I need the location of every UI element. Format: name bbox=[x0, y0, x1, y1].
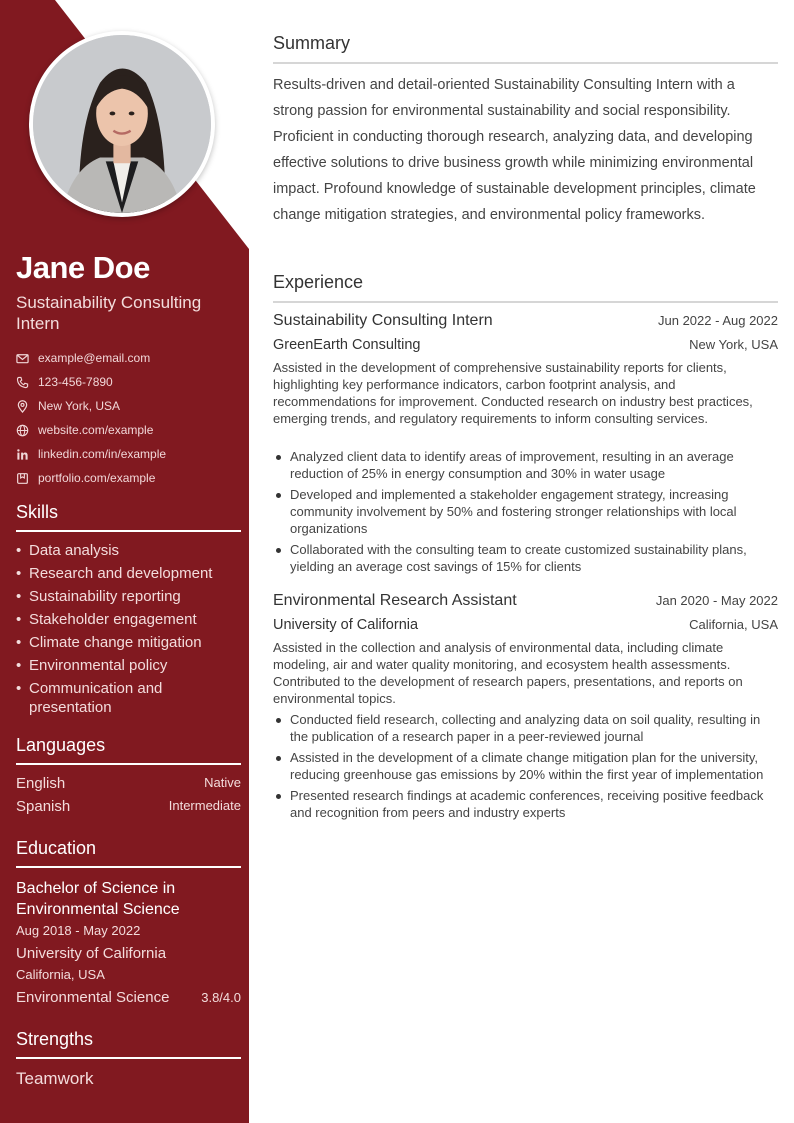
education-title: Education bbox=[16, 838, 241, 868]
profile-photo bbox=[29, 31, 215, 217]
linkedin-icon bbox=[16, 448, 29, 461]
contact-list bbox=[16, 346, 241, 490]
job-title: Sustainability Consulting Intern bbox=[273, 312, 493, 329]
job-dates: Jun 2022 - Aug 2022 bbox=[658, 313, 778, 328]
contact-location-text: New York, USA bbox=[38, 399, 121, 413]
profile-role: Sustainability Consulting Intern bbox=[16, 293, 202, 333]
job-description: Assisted in the development of comprehensive sustainability reports for clients, highlighting key performance indicators, carbon footprint analysis, and recommendations for improvement. Conducted research on industry best practices, emerging trends, and regulatory requirements to inform consulting services. bbox=[273, 360, 753, 426]
location-icon bbox=[16, 400, 29, 413]
summary-text: Results-driven and detail-oriented Sustainability Consulting Intern with a strong passion for environmental sustainability and social responsibility. Proficient in conducting thorough research, analyzing data, and developing effective solutions to drive business growth while minimizing environmental impact. Profound knowledge of sustainable development principles, climate change mitigation strategies, and environmental policy frameworks. bbox=[273, 77, 756, 223]
skill-item: • Communication and presentation bbox=[16, 679, 241, 717]
languages-title: Languages bbox=[16, 735, 241, 765]
job-dates: Jan 2020 - May 2022 bbox=[655, 593, 778, 608]
contact-location bbox=[16, 394, 241, 418]
email-icon bbox=[16, 352, 29, 365]
job-bullet: Assisted in the development of a climate change mitigation plan for the university, reducing greenhouse gas emissions by 20% within the first year of implementation bbox=[273, 749, 778, 783]
avatar bbox=[33, 35, 211, 213]
education-location: California, USA bbox=[16, 967, 105, 982]
contact-phone[interactable] bbox=[16, 370, 241, 394]
contact-portfolio[interactable] bbox=[16, 466, 241, 490]
phone-icon bbox=[16, 376, 29, 389]
skill-item: • Research and development bbox=[16, 564, 241, 583]
job-header bbox=[273, 312, 778, 330]
job-bullet: Developed and implemented a stakeholder engagement strategy, increasing community involvement by 50% and fostering stronger relationships with local organizations bbox=[273, 486, 778, 537]
language-row bbox=[16, 798, 241, 815]
job-org: University of California bbox=[273, 617, 419, 633]
globe-icon bbox=[16, 424, 29, 437]
language-name: English bbox=[16, 775, 66, 792]
language-level: Intermediate bbox=[168, 798, 241, 813]
skill-item: • Climate change mitigation bbox=[16, 633, 241, 652]
contact-website[interactable] bbox=[16, 418, 241, 442]
job-bullets bbox=[273, 448, 778, 579]
contact-website-text: website.com/example bbox=[38, 423, 154, 437]
language-level: Native bbox=[204, 775, 241, 790]
job-location: New York, USA bbox=[689, 337, 778, 352]
education-dates: Aug 2018 - May 2022 bbox=[16, 923, 141, 938]
job-bullets bbox=[273, 711, 778, 825]
skills-title: Skills bbox=[16, 502, 241, 532]
job-org-row bbox=[273, 337, 778, 353]
skill-item: • Data analysis bbox=[16, 541, 241, 560]
skill-item: • Sustainability reporting bbox=[16, 587, 241, 606]
contact-linkedin-text: linkedin.com/in/example bbox=[38, 447, 167, 461]
education-field-row bbox=[16, 989, 241, 1006]
summary-title: Summary bbox=[273, 33, 778, 64]
education-degree: Bachelor of Science in Environmental Science bbox=[16, 880, 180, 918]
job-bullet: Analyzed client data to identify areas of improvement, resulting in an average reduction of 25% in energy consumption and 30% in water usage bbox=[273, 448, 778, 482]
job-bullet: Collaborated with the consulting team to create customized sustainability plans, yielding an average cost savings of 15% for clients bbox=[273, 541, 778, 575]
skill-item: • Stakeholder engagement bbox=[16, 610, 241, 629]
job-description: Assisted in the collection and analysis of environmental data, including climate modeling, air and water quality monitoring, and ecosystem health assessments. Contributed to the development of research papers, presentations, and reports on environmental topics. bbox=[273, 640, 743, 706]
education-field: Environmental Science bbox=[16, 989, 170, 1006]
education-school: University of California bbox=[16, 945, 167, 962]
contact-phone-text: 123-456-7890 bbox=[38, 375, 113, 389]
language-row bbox=[16, 775, 241, 792]
contact-email-text: example@email.com bbox=[38, 351, 151, 365]
contact-linkedin[interactable] bbox=[16, 442, 241, 466]
portfolio-icon bbox=[16, 472, 29, 485]
job-org-row bbox=[273, 617, 778, 633]
job-title: Environmental Research Assistant bbox=[273, 592, 517, 609]
education-gpa: 3.8/4.0 bbox=[201, 990, 241, 1005]
job-location: California, USA bbox=[689, 617, 778, 632]
strengths-title: Strengths bbox=[16, 1029, 241, 1059]
skill-item: • Environmental policy bbox=[16, 656, 241, 675]
contact-email[interactable] bbox=[16, 346, 241, 370]
job-bullet: Conducted field research, collecting and analyzing data on soil quality, resulting in the publication of a research paper in a peer-reviewed journal bbox=[273, 711, 778, 745]
contact-portfolio-text: portfolio.com/example bbox=[38, 471, 156, 485]
experience-title: Experience bbox=[273, 272, 778, 303]
language-name: Spanish bbox=[16, 798, 71, 815]
job-org: GreenEarth Consulting bbox=[273, 337, 421, 353]
job-header bbox=[273, 592, 778, 610]
skills-list bbox=[16, 541, 241, 721]
profile-name: Jane Doe bbox=[16, 250, 150, 285]
job-bullet: Presented research findings at academic conferences, receiving positive feedback and recognition from peers and industry experts bbox=[273, 787, 778, 821]
strength-item: Teamwork bbox=[16, 1069, 94, 1088]
